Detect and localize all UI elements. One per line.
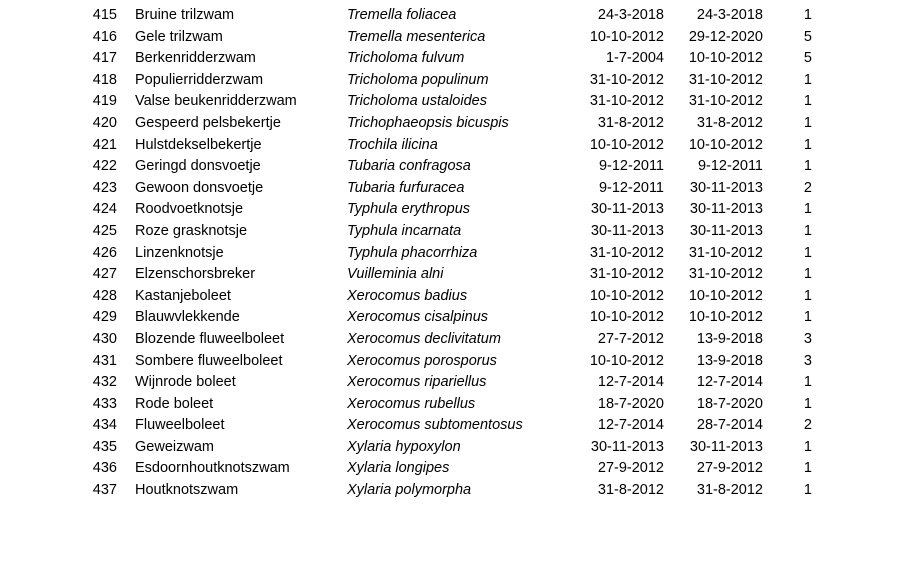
table-row xyxy=(0,372,812,394)
row-number: 433 xyxy=(92,395,117,412)
dutch-name: Gespeerd pelsbekertje xyxy=(135,114,281,131)
latin-name: Typhula phacorrhiza xyxy=(347,244,478,261)
column-spacer xyxy=(117,113,135,135)
column-spacer xyxy=(117,351,135,373)
row-number: 426 xyxy=(92,244,117,261)
last-observed-date: 31-8-2012 xyxy=(696,482,763,499)
dutch-name: Roodvoetknotsje xyxy=(135,201,244,218)
first-observed-date: 12-7-2014 xyxy=(597,374,664,391)
observation-count: 1 xyxy=(803,460,812,477)
first-observed-date: 12-7-2014 xyxy=(597,417,664,434)
last-observed-date: 28-7-2014 xyxy=(696,417,763,434)
row-number: 432 xyxy=(92,374,117,391)
last-observed-date: 30-11-2013 xyxy=(689,179,763,196)
first-observed-date: 31-8-2012 xyxy=(597,482,664,499)
first-observed-date: 27-9-2012 xyxy=(597,460,664,477)
observation-count: 1 xyxy=(803,244,812,261)
first-observed-date: 10-10-2012 xyxy=(589,287,664,304)
first-observed-date: 10-10-2012 xyxy=(589,28,664,45)
observation-count: 5 xyxy=(803,50,812,67)
dutch-name: Gele trilzwam xyxy=(135,28,223,45)
table-row xyxy=(0,178,812,200)
table-row xyxy=(0,264,812,286)
observation-count: 2 xyxy=(803,179,812,196)
observation-count: 1 xyxy=(803,482,812,499)
column-spacer xyxy=(117,27,135,49)
column-spacer xyxy=(117,156,135,178)
dutch-name: Gewoon donsvoetje xyxy=(135,179,264,196)
observation-count: 3 xyxy=(803,352,812,369)
table-row xyxy=(0,221,812,243)
table-row xyxy=(0,394,812,416)
table-row xyxy=(0,307,812,329)
row-number: 424 xyxy=(92,201,117,218)
dutch-name: Houtknotszwam xyxy=(135,482,239,499)
column-spacer xyxy=(117,415,135,437)
last-observed-date: 12-7-2014 xyxy=(696,374,763,391)
table-row xyxy=(0,458,812,480)
column-spacer xyxy=(117,91,135,113)
dutch-name: Linzenknotsje xyxy=(135,244,224,261)
table-row xyxy=(0,113,812,135)
dutch-name: Populierridderzwam xyxy=(135,71,264,88)
first-observed-date: 9-12-2011 xyxy=(598,179,664,196)
observation-count: 1 xyxy=(803,71,812,88)
column-spacer xyxy=(117,329,135,351)
row-number: 422 xyxy=(92,158,117,175)
observation-count: 2 xyxy=(803,417,812,434)
latin-name: Tubaria furfuracea xyxy=(347,179,465,196)
table-row xyxy=(0,286,812,308)
observation-count: 1 xyxy=(803,158,812,175)
latin-name: Tricholoma fulvum xyxy=(347,50,465,67)
column-spacer xyxy=(117,199,135,221)
row-number: 415 xyxy=(92,7,117,23)
last-observed-date: 30-11-2013 xyxy=(689,201,763,218)
latin-name: Xerocomus declivitatum xyxy=(347,330,501,347)
latin-name: Typhula incarnata xyxy=(347,222,462,239)
column-spacer xyxy=(117,458,135,480)
column-spacer xyxy=(117,286,135,308)
first-observed-date: 9-12-2011 xyxy=(598,158,664,175)
last-observed-date: 30-11-2013 xyxy=(689,222,763,239)
first-observed-date: 31-10-2012 xyxy=(589,93,664,110)
table-row xyxy=(0,135,812,157)
table-row xyxy=(0,437,812,459)
last-observed-date: 10-10-2012 xyxy=(688,309,763,326)
column-spacer xyxy=(117,5,135,27)
latin-name: Xerocomus cisalpinus xyxy=(347,309,489,326)
dutch-name: Geweizwam xyxy=(135,438,214,455)
column-spacer xyxy=(117,480,135,502)
column-spacer xyxy=(117,48,135,70)
last-observed-date: 9-12-2011 xyxy=(697,158,763,175)
observation-count: 1 xyxy=(803,438,812,455)
observation-count: 1 xyxy=(803,114,812,131)
dutch-name: Roze grasknotsje xyxy=(135,222,248,239)
latin-name: Tremella mesenterica xyxy=(347,28,486,45)
dutch-name: Geringd donsvoetje xyxy=(135,158,261,175)
row-number: 417 xyxy=(92,50,117,67)
observation-count: 1 xyxy=(803,287,812,304)
last-observed-date: 18-7-2020 xyxy=(696,395,763,412)
dutch-name: Fluweelboleet xyxy=(135,417,225,434)
first-observed-date: 31-10-2012 xyxy=(589,71,664,88)
row-number: 421 xyxy=(92,136,117,153)
column-spacer xyxy=(117,135,135,157)
last-observed-date: 13-9-2018 xyxy=(696,330,763,347)
table-row xyxy=(0,70,812,92)
last-observed-date: 29-12-2020 xyxy=(688,28,763,45)
row-number: 437 xyxy=(92,482,117,499)
table-row xyxy=(0,48,812,70)
column-spacer xyxy=(117,221,135,243)
dutch-name: Rode boleet xyxy=(135,395,214,412)
first-observed-date: 10-10-2012 xyxy=(589,309,664,326)
latin-name: Xerocomus rubellus xyxy=(347,395,476,412)
observation-count: 5 xyxy=(803,28,812,45)
row-number: 416 xyxy=(92,28,117,45)
first-observed-date: 31-10-2012 xyxy=(589,244,664,261)
dutch-name: Blozende fluweelboleet xyxy=(135,330,285,347)
dutch-name: Bruine trilzwam xyxy=(135,7,235,23)
observation-count: 1 xyxy=(803,136,812,153)
row-number: 425 xyxy=(92,222,117,239)
first-observed-date: 30-11-2013 xyxy=(590,201,664,218)
latin-name: Trichophaeopsis bicuspis xyxy=(347,114,509,131)
table-row xyxy=(0,91,812,113)
first-observed-date: 27-7-2012 xyxy=(597,330,664,347)
observation-count: 3 xyxy=(803,330,812,347)
row-number: 436 xyxy=(92,460,117,477)
latin-name: Trochila ilicina xyxy=(347,136,438,153)
dutch-name: Esdoornhoutknotszwam xyxy=(135,460,290,477)
latin-name: Xylaria longipes xyxy=(347,460,450,477)
row-number: 428 xyxy=(92,287,117,304)
dutch-name: Hulstdekselbekertje xyxy=(135,136,262,153)
column-spacer xyxy=(117,394,135,416)
latin-name: Typhula erythropus xyxy=(347,201,471,218)
species-table xyxy=(0,5,812,502)
dutch-name: Kastanjeboleet xyxy=(135,287,231,304)
latin-name: Xylaria polymorpha xyxy=(347,482,472,499)
dutch-name: Blauwvlekkende xyxy=(135,309,240,326)
last-observed-date: 31-10-2012 xyxy=(688,244,763,261)
table-row xyxy=(0,415,812,437)
row-number: 427 xyxy=(92,266,117,283)
column-spacer xyxy=(117,178,135,200)
column-spacer xyxy=(117,307,135,329)
latin-name: Xerocomus porosporus xyxy=(347,352,497,369)
table-row xyxy=(0,156,812,178)
first-observed-date: 24-3-2018 xyxy=(597,7,664,23)
column-spacer xyxy=(117,372,135,394)
last-observed-date: 10-10-2012 xyxy=(688,50,763,67)
column-spacer xyxy=(117,264,135,286)
last-observed-date: 31-8-2012 xyxy=(696,114,763,131)
latin-name: Xylaria hypoxylon xyxy=(347,438,461,455)
row-number: 430 xyxy=(92,330,117,347)
observation-count: 1 xyxy=(803,7,812,23)
first-observed-date: 1-7-2004 xyxy=(605,50,664,67)
latin-name: Tricholoma ustaloides xyxy=(347,93,487,110)
observation-count: 1 xyxy=(803,395,812,412)
table-row xyxy=(0,329,812,351)
row-number: 423 xyxy=(92,179,117,196)
table-row xyxy=(0,199,812,221)
last-observed-date: 27-9-2012 xyxy=(696,460,763,477)
table-row xyxy=(0,243,812,265)
first-observed-date: 10-10-2012 xyxy=(589,136,664,153)
latin-name: Xerocomus subtomentosus xyxy=(347,417,523,434)
first-observed-date: 30-11-2013 xyxy=(590,438,664,455)
row-number: 418 xyxy=(92,71,117,88)
observation-count: 1 xyxy=(803,266,812,283)
last-observed-date: 30-11-2013 xyxy=(689,438,763,455)
row-number: 429 xyxy=(92,309,117,326)
observation-count: 1 xyxy=(803,374,812,391)
table-row xyxy=(0,5,812,27)
species-table-body xyxy=(0,5,812,502)
last-observed-date: 10-10-2012 xyxy=(688,136,763,153)
row-number: 419 xyxy=(92,93,117,110)
latin-name: Vuilleminia alni xyxy=(347,266,444,283)
observation-count: 1 xyxy=(803,222,812,239)
table-row xyxy=(0,480,812,502)
observation-count: 1 xyxy=(803,201,812,218)
latin-name: Tricholoma populinum xyxy=(347,71,489,88)
latin-name: Xerocomus badius xyxy=(347,287,468,304)
dutch-name: Sombere fluweelboleet xyxy=(135,352,283,369)
column-spacer xyxy=(117,243,135,265)
column-spacer xyxy=(117,70,135,92)
latin-name: Tremella foliacea xyxy=(347,7,457,23)
dutch-name: Valse beukenridderzwam xyxy=(135,93,297,110)
column-spacer xyxy=(117,437,135,459)
dutch-name: Wijnrode boleet xyxy=(135,374,236,391)
last-observed-date: 31-10-2012 xyxy=(688,93,763,110)
table-row xyxy=(0,27,812,49)
last-observed-date: 13-9-2018 xyxy=(696,352,763,369)
observation-count: 1 xyxy=(803,93,812,110)
row-number: 434 xyxy=(92,417,117,434)
last-observed-date: 31-10-2012 xyxy=(688,266,763,283)
row-number: 420 xyxy=(92,114,117,131)
observation-count: 1 xyxy=(803,309,812,326)
table-row xyxy=(0,351,812,373)
first-observed-date: 31-10-2012 xyxy=(589,266,664,283)
last-observed-date: 31-10-2012 xyxy=(688,71,763,88)
latin-name: Tubaria confragosa xyxy=(347,158,471,175)
dutch-name: Berkenridderzwam xyxy=(135,50,256,67)
first-observed-date: 30-11-2013 xyxy=(590,222,664,239)
last-observed-date: 24-3-2018 xyxy=(696,7,763,23)
first-observed-date: 10-10-2012 xyxy=(589,352,664,369)
latin-name: Xerocomus ripariellus xyxy=(347,374,487,391)
first-observed-date: 31-8-2012 xyxy=(597,114,664,131)
first-observed-date: 18-7-2020 xyxy=(597,395,664,412)
row-number: 431 xyxy=(92,352,117,369)
dutch-name: Elzenschorsbreker xyxy=(135,266,256,283)
row-number: 435 xyxy=(92,438,117,455)
last-observed-date: 10-10-2012 xyxy=(688,287,763,304)
